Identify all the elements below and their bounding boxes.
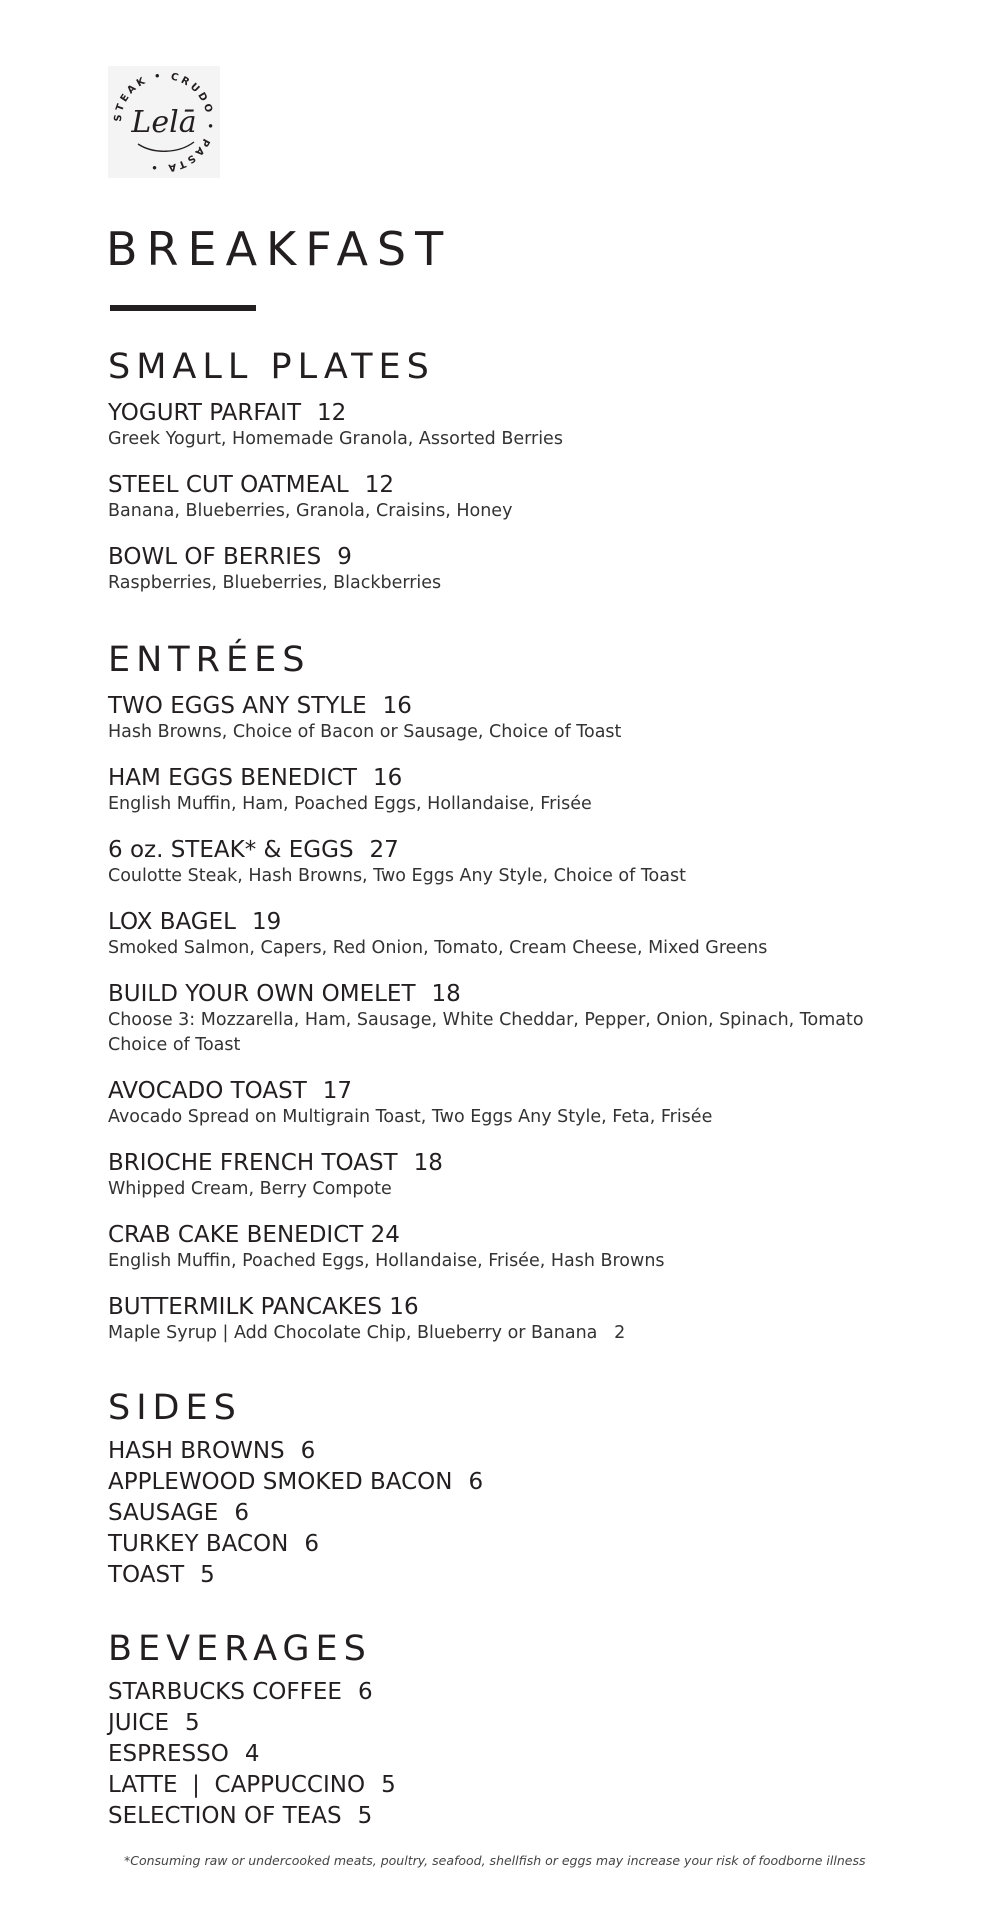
title-divider	[110, 305, 256, 311]
item-description: Avocado Spread on Multigrain Toast, Two Eggs Any Style, Feta, Frisée	[108, 1107, 713, 1127]
section-title-beverages: BEVERAGES	[108, 1629, 372, 1669]
menu-item	[108, 1293, 948, 1346]
item-name: HASH BROWNS	[108, 1438, 285, 1464]
list-item	[108, 1801, 948, 1832]
item-price: 12	[364, 472, 394, 498]
section-small-plates	[108, 345, 948, 596]
logo-seal-icon	[108, 66, 220, 178]
menu-item	[108, 980, 948, 1058]
item-name: STEEL CUT OATMEAL	[108, 472, 349, 498]
item-name: HAM EGGS BENEDICT	[108, 765, 357, 791]
item-description: Banana, Blueberries, Granola, Craisins, Honey	[108, 501, 513, 521]
list-item	[108, 1436, 948, 1467]
item-price: 16	[382, 693, 412, 719]
item-price: 18	[431, 981, 461, 1007]
restaurant-logo	[108, 66, 220, 178]
item-price: 5	[185, 1710, 200, 1736]
item-price: 12	[317, 400, 347, 426]
menu-item	[108, 908, 948, 961]
item-name: STARBUCKS COFFEE	[108, 1679, 342, 1705]
item-price: 17	[322, 1078, 353, 1104]
item-name: ESPRESSO	[108, 1741, 229, 1767]
beverages-list	[108, 1677, 948, 1832]
item-price: 5	[357, 1803, 373, 1829]
menu-item	[108, 1149, 948, 1202]
item-name: BOWL OF BERRIES	[108, 544, 322, 570]
menu-item	[108, 399, 948, 452]
item-description-extra: Choice of Toast	[108, 1035, 241, 1055]
item-price: 6	[300, 1438, 316, 1464]
item-name: JUICE	[108, 1710, 169, 1736]
section-title-small-plates: SMALL PLATES	[108, 347, 435, 387]
item-price: 6	[304, 1531, 319, 1557]
item-price: 18	[413, 1150, 443, 1176]
item-description: English Muffin, Poached Eggs, Hollandaise, Frisée, Hash Browns	[108, 1251, 665, 1271]
item-price: 19	[251, 909, 282, 935]
item-name: TURKEY BACON	[108, 1531, 289, 1557]
menu-item	[108, 471, 948, 524]
item-name: TWO EGGS ANY STYLE	[108, 693, 367, 719]
item-price: 9	[337, 544, 352, 570]
svg-text:STEAK • CRUDO • PASTA •: STEAK • CRUDO • PASTA •	[112, 70, 216, 174]
item-description: Hash Browns, Choice of Bacon or Sausage, Choice of Toast	[108, 722, 622, 742]
item-name: YOGURT PARFAIT	[108, 400, 302, 426]
item-price: 6	[234, 1500, 249, 1526]
item-description: Maple Syrup | Add Chocolate Chip, Blueberry or Banana 2	[108, 1323, 626, 1343]
section-entrees	[108, 638, 948, 1346]
item-name: BUILD YOUR OWN OMELET	[108, 981, 416, 1007]
item-description: Greek Yogurt, Homemade Granola, Assorted Berries	[108, 429, 563, 449]
svg-text:Lelā: Lelā	[131, 105, 197, 140]
item-name: TOAST	[108, 1562, 185, 1588]
item-name: AVOCADO TOAST	[108, 1078, 307, 1104]
item-price: 6	[357, 1679, 373, 1705]
sides-list	[108, 1436, 948, 1591]
item-description: Whipped Cream, Berry Compote	[108, 1179, 392, 1199]
item-description: Smoked Salmon, Capers, Red Onion, Tomato, Cream Cheese, Mixed Greens	[108, 938, 768, 958]
item-name: LATTE | CAPPUCCINO	[108, 1772, 366, 1798]
item-description: Coulotte Steak, Hash Browns, Two Eggs Any Style, Choice of Toast	[108, 866, 686, 886]
item-name: 6 oz. STEAK* & EGGS	[108, 837, 354, 863]
item-price: 5	[200, 1562, 215, 1588]
section-sides	[108, 1386, 948, 1591]
item-name: SELECTION OF TEAS	[108, 1803, 342, 1829]
menu-item	[108, 692, 948, 745]
item-price: 16	[372, 765, 403, 791]
item-name: BUTTERMILK PANCAKES 16	[108, 1294, 419, 1320]
foodborne-disclaimer: *Consuming raw or undercooked meats, poultry, seafood, shellfish or eggs may increase your risk of foodborne illness	[124, 1853, 866, 1868]
list-item	[108, 1467, 948, 1498]
menu-item	[108, 1077, 948, 1130]
menu-item	[108, 543, 948, 596]
menu-item	[108, 836, 948, 889]
list-item	[108, 1708, 948, 1739]
item-description: English Muffin, Ham, Poached Eggs, Hollandaise, Frisée	[108, 794, 592, 814]
list-item	[108, 1770, 948, 1801]
list-item	[108, 1498, 948, 1529]
page-title: BREAKFAST	[106, 222, 453, 276]
list-item	[108, 1529, 948, 1560]
menu-item	[108, 1221, 948, 1274]
item-name: BRIOCHE FRENCH TOAST	[108, 1150, 398, 1176]
item-description: Choose 3: Mozzarella, Ham, Sausage, White Cheddar, Pepper, Onion, Spinach, Tomato	[108, 1010, 864, 1030]
item-description: Raspberries, Blueberries, Blackberries	[108, 573, 442, 593]
item-price: 27	[369, 837, 399, 863]
item-name: LOX BAGEL	[108, 909, 236, 935]
item-price: 6	[468, 1469, 484, 1495]
item-price: 5	[381, 1772, 396, 1798]
menu-content	[108, 345, 948, 1832]
list-item	[108, 1739, 948, 1770]
section-title-sides: SIDES	[108, 1388, 242, 1428]
item-name: CRAB CAKE BENEDICT 24	[108, 1222, 400, 1248]
item-name: SAUSAGE	[108, 1500, 219, 1526]
list-item	[108, 1560, 948, 1591]
item-price: 4	[244, 1741, 260, 1767]
section-beverages	[108, 1627, 948, 1832]
menu-item	[108, 764, 948, 817]
list-item	[108, 1677, 948, 1708]
section-title-entrees: ENTRÉES	[108, 640, 311, 680]
item-name: APPLEWOOD SMOKED BACON	[108, 1469, 453, 1495]
